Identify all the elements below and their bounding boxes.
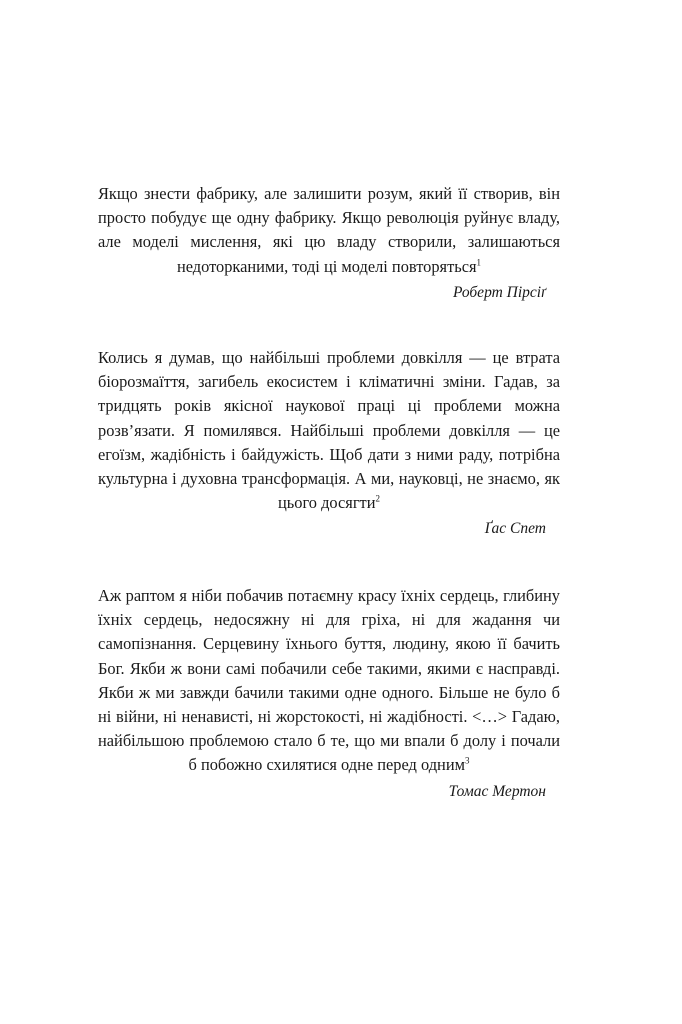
epigraph-3 xyxy=(98,584,560,804)
footnote-marker: 3 xyxy=(464,755,470,766)
epigraph-author: Ґас Спет xyxy=(484,520,546,538)
epigraph-quote xyxy=(98,584,560,778)
footnote-marker: 2 xyxy=(375,493,380,504)
epigraph-author: Томас Мертон xyxy=(448,782,546,800)
epigraph-1 xyxy=(98,182,560,305)
footnote-marker: 1 xyxy=(476,257,482,268)
epigraph-author: Роберт Пірсіґ xyxy=(452,283,546,301)
quote-text: Аж раптом я ніби побачив потаємну красу їхніх сердець, глибину їхніх сердець, недосяжну ні для гріха, ні для жадання чи самопізнання. Серцевину їхнього буття, людину, якою її бачить Бог. Якби ж вони самі побачили себе такими, якими є насправді. Якби ж ми завжди бачили такими одне одного. Більше не було б ні війни, ні ненависті, ні жорстокості, ні жадібності. <…> Гадаю, найбільшою проблемою стало б те, що ми впали б долу і почали б побожно схилятися одне перед одним xyxy=(98,586,560,775)
epigraph-quote xyxy=(98,182,560,279)
epigraph-2 xyxy=(98,346,560,541)
epigraph-quote xyxy=(98,346,560,515)
quote-text: Колись я думав, що найбільші проблеми довкілля — це втрата біорозмаїття, загибель екосистем і кліматичні зміни. Гадав, за тридцять років якісної наукової праці ці проблеми можна розв’язати. Я помилявся. Найбільші проблеми довкілля — це егоїзм, жадібність і байдужість. Щоб дати з ними раду, потрібна культурна і духовна трансформація. А ми, науковці, не знаємо, як цього досягти xyxy=(98,348,560,513)
quote-text: Якщо знести фабрику, але залишити розум, який її створив, він просто побудує ще одну фабрику. Якщо революція руйнує владу, але моделі мислення, які цю владу створили, залишаються недоторканими, тоді ці моделі повторяться xyxy=(98,184,560,276)
